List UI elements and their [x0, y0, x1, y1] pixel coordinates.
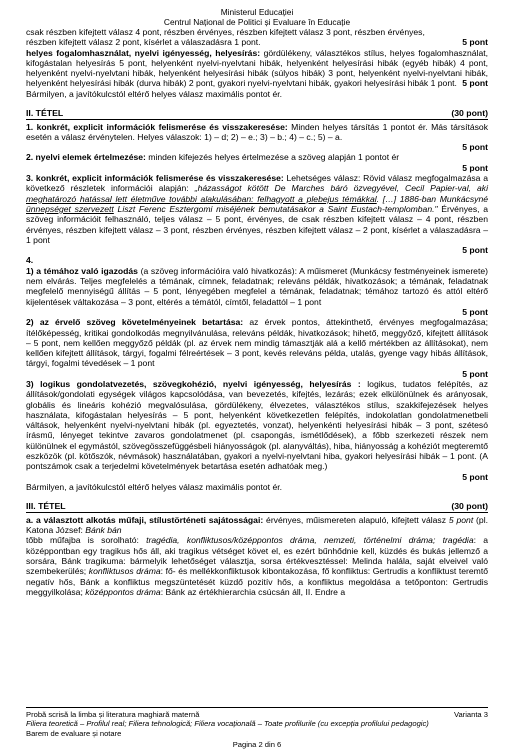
q4-criterion-1: 1) a témához való igazodás (a szöveg információira való hivatkozás): A műismeret (Munkácsy festményeinek ismerete) nem elvárás. Teljes megfelelés a témának, címnek, feladatnak; releváns példák, hivatkozások; a témának, feladatnak megfelelő mennyiségű állítás – 5 pont, lényegében megfelel a témának, feladatnak; témához tartozó és attól eltérő kijelentések váltakozása – 3 pont, eltérés a témától, címtől, feladattól – 1 pont: [26, 265, 488, 307]
document-footer: [26, 707, 488, 750]
q1-text: 1. konkrét, explicit információk felismerése és visszakeresése: Minden helyes társítás 1 pontot ér. Más társítások esetén a válasz érvénytelen. Helyes válaszok: 1) – d; 2) – e.; 3) – b.; 4) – c.; 5) – a.: [26, 121, 488, 142]
q2-points: 5 pont: [462, 162, 488, 173]
variant-label: Varianta 3: [453, 710, 488, 719]
q4-criterion-3-points: 5 pont: [462, 471, 488, 482]
q2-text: 2. nyelvi elemek értelmezése: minden kifejezés helyes értelmezése a szöveg alapján 1 pontot ér: [26, 152, 400, 163]
q4-number: 4.: [26, 255, 34, 266]
ministry-name: Ministerul Educației: [220, 7, 294, 17]
document-header: [26, 7, 488, 27]
q4-criterion-3: 3) logikus gondolatvezetés, szövegkohézió, nyelvi igényesség, helyesírás : logikus, tudatos felépítés, az állítások/gondolati egységek világos kapcsolódása, van bevezetés, kifejtés, lezárás; ezek elkülönülnek és arányosak, globális és lineáris kohézió megvalósulása, gördülékeny, élvezetes, választékos stílus, szakkifejezések helyes használata, kifogástalan helyesírás – 5 pont, helyenként következetlen felépítés, indokolatlan gondolatmenetbeli váltások, helyenként nyelvi-nyelvtani hibák (pl. egyeztetés, vonzat), helyenkénti helyesírási hibák – 3 pont, szétesó írásmű, lényeget tekintve zavaros gondolatmenet (pl. csapongás, ismétlődések), a főbb szerkezeti részek nem különülnek el egymástól, szövegösszefüggésbeli hiányosságok (pl. alanyváltás), hiba, hiányosság a kohéziót megteremtő eszközök (pl. kötőszók, névmások) használatában, gyakori a nyelvi-nyelvtani hiba, gyakori helyesírási hibák – 1 pont. (A pontszámok csak a terjedelmi követelmények betartása esetén adhatóak meg.): [26, 379, 488, 472]
any-answer-note-2: Bármilyen, a javítókulcstól eltérő helyes válasz maximális pontot ér.: [26, 481, 283, 492]
filiera-line: Filiera teoretică – Profilul real; Filiera tehnologică; Filiera vocațională – Toate profilurile (cu excepția profilului pedagogic): [26, 719, 429, 729]
q4-criterion-2-points: 5 pont: [462, 368, 488, 379]
q4-criterion-2: 2) az érvelő szöveg követelményeinek betartása: az érvek pontos, áttekinthető, érvényes megfogalmazása; ítélőképesség, kritikai gondolkodás megnyilvánulása, releváns példák, hivatkozások; hihető, meggyőző, kifejtett állítások – 5 pont, nem kellően meggyőző példák (pl. az érvek nem mindig támasztják alá a kellő mértékben az állításokat), nem kellően kifejtett állítások, tárgyi, fogalmi félreértések – 3 pont, kevés releváns példa, utalás, gyenge vagy hibás állítások, tárgyi, fogalmi tévedések – 1 pont: [26, 317, 488, 369]
helyesiras-criterion: helyes fogalomhasználat, nyelvi igényesség, helyesírás: gördülékeny, választékos stílus, helyes fogalomhasználat, kifogástalan helyesírás 5 pont, helyenként nyelvi-nyelvtani hibák, helyenként helyesírási hibák (egyéb hibák) 4 pont, helyenként nyelvi-nyelvtani hibák, helyenként helyesírási hibák (súlyos hibák) 3 pont, helyenként nyelvi-nyelvtani hibák, helyenként helyesírási hibák (durva hibák) 2 pont, gyakori nyelvi-nyelvtani hibák, gyakori helyesírási hibák 1 pont. 5 pont: [26, 47, 488, 89]
q3-points: 5 pont: [462, 245, 488, 256]
q1-points: 5 pont: [462, 142, 488, 153]
page-content: [26, 7, 488, 597]
barem-line: Barem de evaluare și notare: [26, 728, 122, 738]
q3a-text: a. a választott alkotás műfaji, stílustörténeti sajátosságai: érvényes, műismereten alapuló, kifejtett válasz 5 pont (pl. Katona József: Bánk bán tőbb műfajba is sorolható: tragédia, konfliktusos/középpontos dráma, nemzeti, történelmi dráma; tragédia: a középpontban egy tragikus hős áll, aki tragikus vétséget követ el, es ezért bűnhődnie kell, küzdés és bukás jellemző a sorsára, Bánk tragikuma: bármelyik lehetőséget választja, sorsa értékvesztéssel: Melinda halála, saját elveivel való szembekerülés; konfliktusos dráma: fő- és mellékkonfliktusok kibontakozása, fő konfliktus: Gertrudis a konfliktust teremtő negatív hős, Bánk a konfliktus megszüntetését küzdő pozitív hős, a konfliktus megoldása a tetőponton: Gertrudis meggyilkolása; középpontos dráma: Bánk az értékhierarchia csúcsán áll, II. Endre a: [26, 514, 489, 597]
any-answer-note: Bármilyen, a javítókulcstól eltérő helyes válasz maximális pontot ér.: [26, 88, 283, 99]
intro-line: csak részben kifejtett válasz 4 pont, részben érvényes, részben kifejtett válasz 3 pont, részben érvényes,: [26, 27, 425, 37]
center-name: Centrul Național de Politici și Evaluare în Educație: [163, 17, 351, 27]
q3-text: 3. konkrét, explicit információk felismerése és visszakeresése: Lehetséges válasz: Rövid válasz megfogalmazása a következő részletek információi alapján: „házasságot kötött De Marches báró özvegyével, Cecil Papier-val, aki meghatározó hatással lett életműve további alakulásában: felhagyott a plebejus témákkal. […] 1886-ban Munkácsyné ünnepséget szervezett Liszt Ferenc Esztergomi miséjének bemutatásakor a Saint Eustach-templomban." Érvényes, a szöveg információit felhasználó, teljes válasz – 5 pont, érvényes, de csak részben kifejtett válasz – 4 pont, részben érvényes, részben kifejtett válasz – 3 pont, részben érvényes, részben kifejtett válasz – 2 pont, kísérlet a válaszadásra – 1 pont: [26, 173, 489, 245]
exam-name: Probă scrisă la limba și literatura maghiară maternă: [26, 710, 200, 719]
page-number: Pagina 2 din 6: [232, 740, 282, 750]
section-iii-header: III. TÉTEL (30 pont): [26, 501, 488, 512]
q4-criterion-1-points: 5 pont: [462, 306, 488, 317]
section-ii-header: II. TÉTEL (30 pont): [26, 108, 488, 119]
intro-line-points: részben kifejtett válasz 2 pont, kísérlet a válaszadásra 1 pont. 5 pont: [26, 37, 488, 48]
